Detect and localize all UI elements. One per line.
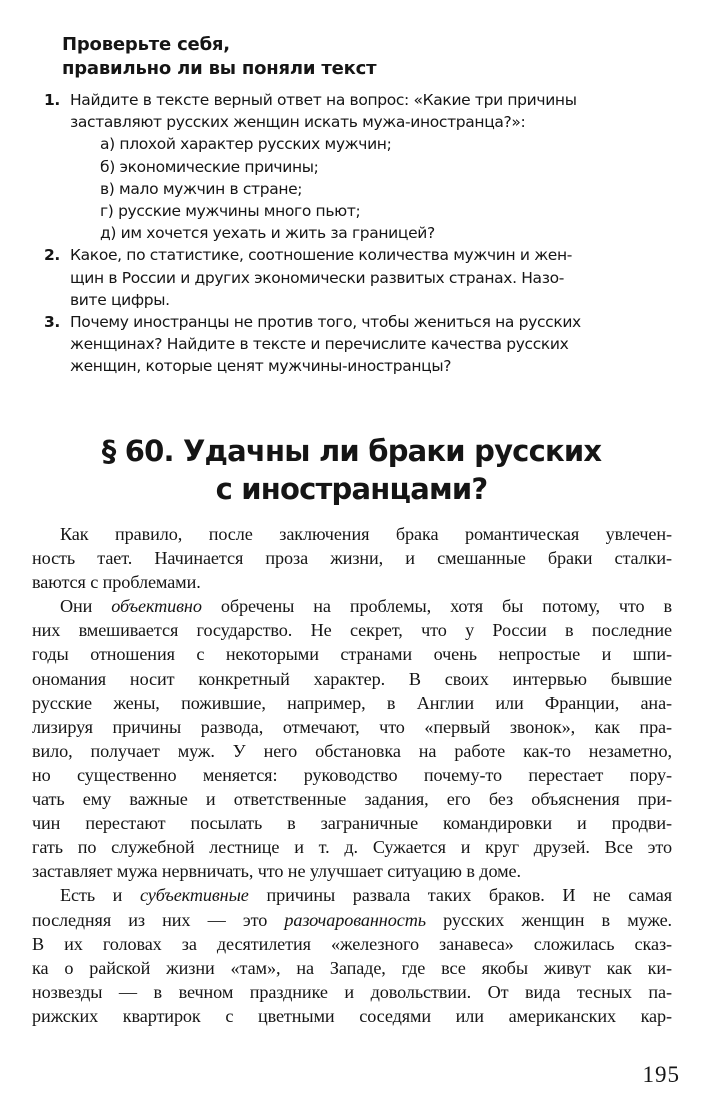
text-line [32, 883, 672, 907]
question-number: 3. [44, 313, 60, 332]
section-title-line-2: с иностранцами? [215, 472, 488, 506]
text-line: вило, получает муж. У него обстановка на работе как-то незаметно, [32, 740, 672, 761]
section-title-line-1: § 60. Удачны ли браки русских [101, 434, 602, 468]
text-fragment: Есть и [60, 885, 140, 906]
question-text-line: щин в России и других экономически развитых странах. Назо- [70, 268, 564, 287]
answer-option: б) экономические причины; [100, 157, 319, 176]
emphasis-text: разочарованность [284, 909, 426, 930]
question-item [40, 89, 670, 244]
self-check-heading-line-1: Проверьте себя, [62, 34, 230, 55]
self-check-heading-line-2: правильно ли вы поняли текст [62, 58, 377, 79]
text-line: В их головах за десятилетия «железного занавеса» сложилась сказ- [32, 933, 672, 954]
text-line: годы отношения с некоторыми странами очень непростые и шпи- [32, 644, 672, 665]
text-line: них вмешивается государство. Не секрет, что у России в последние [32, 620, 672, 641]
question-text-line: Найдите в тексте верный ответ на вопрос: «Какие три причины [70, 91, 577, 109]
text-line [32, 908, 672, 932]
answer-option: в) мало мужчин в стране; [100, 179, 303, 198]
text-line: ономания носит конкретный характер. В своих интервью бывшие [32, 668, 672, 689]
text-fragment: Они [60, 596, 112, 617]
answer-option: д) им хочется уехать и жить за границей? [100, 224, 435, 243]
text-line: Как правило, после заключения брака романтическая увлечен- [60, 524, 672, 544]
question-text-line: Почему иностранцы не против того, чтобы жениться на русских [70, 313, 581, 332]
section-title [0, 432, 703, 508]
emphasis-text: объективно [111, 596, 202, 617]
answer-option: г) русские мужчины много пьют; [100, 202, 361, 221]
answer-option: а) плохой характер русских мужчин; [100, 135, 392, 154]
text-fragment: обречены на проблемы, хотя бы потому, что в [201, 596, 672, 617]
text-line: ность тает. Начинается проза жизни, и смешанные браки сталки- [32, 548, 672, 569]
text-line: рижских квартирок с цветными соседями или американских кар- [32, 1005, 672, 1026]
text-line: нозвезды — в вечном празднике и довольствии. От вида тесных па- [32, 981, 672, 1002]
question-number: 2. [44, 246, 60, 265]
question-item [40, 311, 670, 378]
question-text-line: вите цифры. [70, 290, 170, 309]
page-number: 195 [642, 1062, 680, 1087]
question-text-line: женщинах? Найдите в тексте и перечислите качества русских [70, 335, 569, 354]
text-line: русские жены, пожившие, например, в Англии или Франции, ана- [32, 692, 672, 713]
text-line: заставляет мужа нервничать, что не улучшает ситуацию в доме. [32, 861, 521, 882]
text-line [32, 594, 672, 618]
text-line: чин перестают посылать в заграничные командировки и продви- [32, 813, 672, 834]
answer-options [70, 133, 670, 244]
text-line: ваются с проблемами. [32, 572, 201, 593]
emphasis-text: субъективные [139, 885, 249, 906]
text-line: чать ему важные и ответственные задания, его без объяснения при- [32, 789, 672, 810]
text-fragment: последняя из них — это [32, 909, 285, 930]
question-text-line: женщин, которые ценят мужчины-иностранцы? [70, 357, 452, 376]
question-list [40, 89, 670, 378]
question-item [40, 244, 670, 311]
question-text-line: заставляют русских женщин искать мужа-иностранца?»: [70, 113, 526, 132]
article-body [32, 522, 672, 1028]
text-fragment: причины развала таких браков. И не самая [248, 885, 672, 906]
self-check-heading [62, 33, 622, 81]
question-number: 1. [44, 91, 60, 109]
text-line: гать по служебной лестнице и т. д. Сужается и круг друзей. Все это [32, 837, 672, 858]
text-line: лизируя причины развода, отмечают, что «первый звонок», как пра- [32, 716, 672, 737]
text-fragment: русских женщин в муже. [425, 909, 672, 930]
question-text-line: Какое, по статистике, соотношение количества мужчин и жен- [70, 246, 573, 265]
text-line: ка о райской жизни «там», на Западе, где все якобы живут как ки- [32, 957, 672, 978]
text-line: но существенно меняется: руководство почему-то перестает пору- [32, 764, 672, 785]
